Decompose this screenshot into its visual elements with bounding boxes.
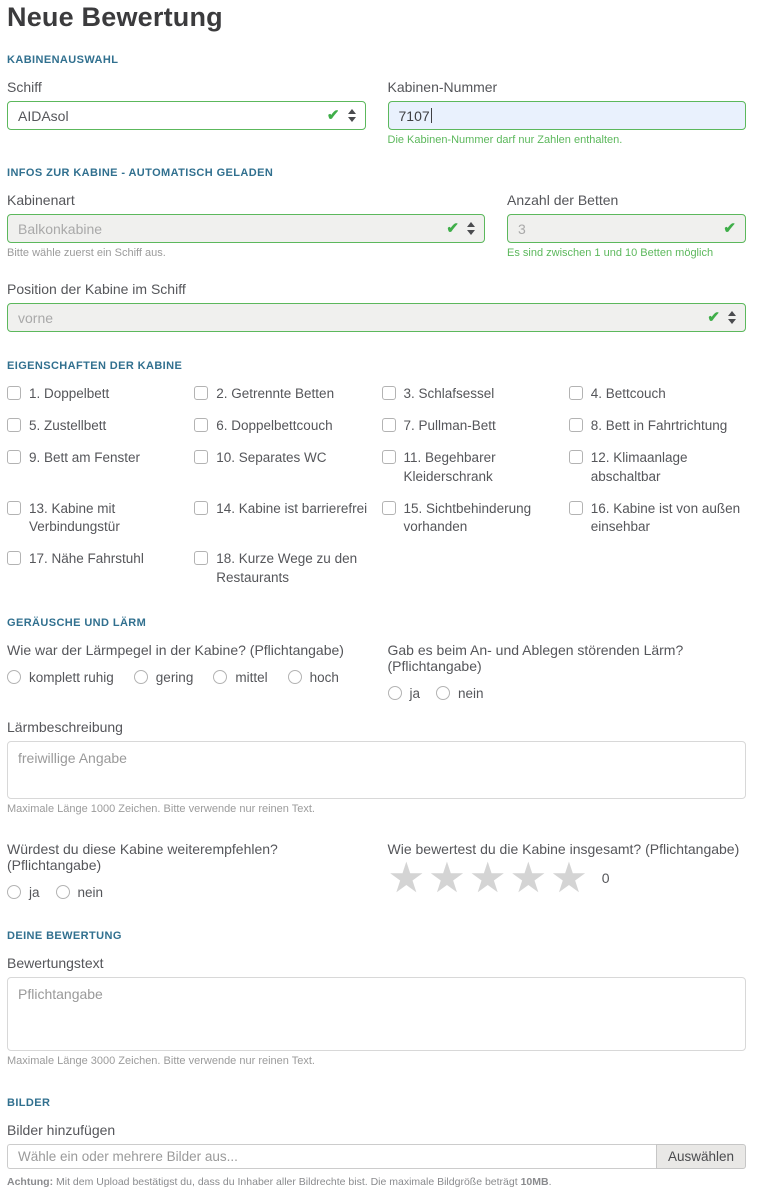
- upload-note-suffix: .: [548, 1175, 552, 1188]
- kabinenauswahl-row: [7, 79, 746, 146]
- laermbeschreibung-hint: Maximale Länge 1000 Zeichen. Bitte verwende nur reinen Text.: [7, 802, 315, 815]
- laermpegel-question-block: [7, 642, 366, 701]
- radio-icon[interactable]: [7, 885, 21, 899]
- bewertungstext-label: Bewertungstext: [7, 954, 104, 971]
- star-rating: [387, 852, 588, 902]
- laermbeschreibung-label: Lärmbeschreibung: [7, 718, 123, 735]
- checkbox-item-2[interactable]: [194, 385, 371, 403]
- upload-note: [7, 1176, 746, 1188]
- betten-input: [507, 214, 746, 243]
- checkbox-item-17[interactable]: [7, 550, 184, 586]
- radio-icon[interactable]: [7, 670, 21, 684]
- checkbox-label: 9. Bett am Fenster: [29, 450, 141, 466]
- checkbox-label: 14. Kabine ist barrierefrei: [216, 500, 368, 516]
- radio-mittel[interactable]: [213, 670, 267, 685]
- weiterempfehlen-question: Würdest du diese Kabine weiterempfehlen? (Pflichtangabe): [7, 840, 278, 873]
- checkbox-item-9[interactable]: [7, 449, 184, 485]
- checkbox[interactable]: [7, 386, 21, 400]
- bilder-label: Bilder hinzufügen: [7, 1121, 116, 1138]
- checkbox[interactable]: [194, 418, 208, 432]
- star-icon[interactable]: ★: [550, 852, 588, 902]
- checkbox-item-15[interactable]: [382, 500, 559, 536]
- section-heading-infos: INFOS ZUR KABINE - AUTOMATISCH GELADEN: [7, 167, 274, 179]
- checkbox-label: 5. Zustellbett: [29, 418, 107, 434]
- schiff-field: [7, 79, 366, 146]
- checkbox[interactable]: [194, 450, 208, 464]
- checkbox-label: 4. Bettcouch: [590, 386, 666, 401]
- radio-label: nein: [77, 884, 104, 900]
- section-heading-laerm: GERÄUSCHE UND LÄRM: [7, 616, 147, 629]
- radio-icon[interactable]: [56, 885, 70, 899]
- checkbox-label: 10. Separates WC: [216, 450, 327, 466]
- bilder-field: [7, 1122, 746, 1188]
- radio-icon[interactable]: [288, 670, 302, 684]
- section-heading-kabinenauswahl: KABINENAUSWAHL: [7, 54, 119, 66]
- checkbox-label: 7. Pullman-Bett: [403, 418, 496, 434]
- radio-label: ja: [409, 685, 421, 701]
- radio-label: hoch: [309, 669, 339, 685]
- radio-label: nein: [458, 685, 484, 701]
- select-stepper-icon: [467, 222, 475, 235]
- file-input[interactable]: [7, 1144, 656, 1169]
- radio-komplett-ruhig[interactable]: [7, 670, 114, 685]
- anlegen-question: Gab es beim An- und Ablegen störenden Lärm? (Pflichtangabe): [387, 641, 684, 674]
- betten-label: Anzahl der Betten: [507, 192, 619, 208]
- checkbox[interactable]: [569, 450, 583, 464]
- checkbox-label: 8. Bett in Fahrtrichtung: [590, 418, 728, 434]
- file-select-button[interactable]: Auswählen: [656, 1144, 746, 1169]
- checkbox-item-10[interactable]: [194, 449, 371, 485]
- page-title: Neue Bewertung: [7, 2, 223, 32]
- empfehlung-row: [7, 841, 746, 900]
- betten-value: 3: [518, 220, 526, 237]
- text-caret: [431, 108, 432, 123]
- bewertungstext-field: [7, 955, 746, 1067]
- check-icon: ✔: [723, 220, 736, 237]
- select-stepper-icon: [348, 109, 356, 122]
- checkbox-item-6[interactable]: [194, 417, 371, 435]
- file-input-placeholder: Wähle ein oder mehrere Bilder aus...: [18, 1148, 238, 1164]
- checkbox[interactable]: [194, 501, 208, 515]
- checkbox-item-1[interactable]: [7, 385, 184, 403]
- star-icon[interactable]: ★: [468, 852, 507, 902]
- radio-weiterempfehlen-nein[interactable]: [56, 885, 104, 900]
- laermbeschreibung-field: [7, 719, 746, 815]
- star-icon[interactable]: ★: [509, 852, 548, 902]
- kabinenart-label: Kabinenart: [7, 192, 75, 208]
- radio-gering[interactable]: [134, 670, 194, 685]
- radio-weiterempfehlen-ja[interactable]: [7, 885, 40, 900]
- schiff-value: AIDAsol: [18, 107, 69, 124]
- section-heading-bewertung: DEINE BEWERTUNG: [7, 929, 122, 942]
- rating-stars-row: [387, 852, 747, 902]
- checkbox-label: 12. Klimaanlage abschaltbar: [590, 450, 688, 484]
- checkbox[interactable]: [7, 551, 21, 565]
- radio-label: komplett ruhig: [29, 669, 114, 685]
- radio-icon[interactable]: [436, 686, 450, 700]
- star-icon[interactable]: ★: [387, 852, 426, 902]
- kabinennummer-field: [388, 79, 747, 146]
- radio-hoch[interactable]: [288, 670, 339, 685]
- checkbox-label: 6. Doppelbettcouch: [216, 418, 333, 434]
- checkbox-label: 15. Sichtbehinderung vorhanden: [403, 500, 532, 535]
- position-value: vorne: [18, 309, 54, 326]
- checkbox-item-7[interactable]: [382, 417, 559, 435]
- kabinennummer-value: 7107: [398, 107, 430, 124]
- checkbox-label: 13. Kabine mit Verbindungstür: [29, 500, 120, 535]
- rating-question: Wie bewertest du die Kabine insgesamt? (Pflichtangabe): [387, 840, 740, 857]
- laermpegel-question: Wie war der Lärmpegel in der Kabine? (Pflichtangabe): [7, 641, 344, 658]
- radio-icon[interactable]: [388, 686, 402, 700]
- checkbox-label: 11. Begehbarer Kleiderschrank: [403, 450, 496, 484]
- checkbox-item-16[interactable]: [569, 500, 746, 536]
- checkbox[interactable]: [382, 450, 396, 464]
- weiterempfehlen-block: [7, 841, 366, 900]
- radio-label: gering: [155, 669, 194, 685]
- section-heading-eigenschaften: EIGENSCHAFTEN DER KABINE: [7, 360, 183, 372]
- checkbox[interactable]: [569, 501, 583, 515]
- kabinenart-hint: Bitte wähle zuerst ein Schiff aus.: [7, 247, 166, 259]
- checkbox-item-14[interactable]: [194, 500, 371, 536]
- checkbox-label: 2. Getrennte Betten: [216, 386, 335, 401]
- checkbox[interactable]: [7, 501, 21, 515]
- kabinennummer-label: Kabinen-Nummer: [387, 79, 498, 95]
- upload-note-prefix: Achtung:: [7, 1175, 54, 1188]
- rating-value: 0: [601, 869, 610, 886]
- checkbox[interactable]: [194, 386, 208, 400]
- checkbox-item-3[interactable]: [382, 385, 559, 403]
- laermpegel-options: [7, 670, 366, 685]
- upload-note-size: 10MB: [520, 1175, 549, 1188]
- checkbox-label: 16. Kabine ist von außen einsehbar: [590, 500, 741, 535]
- betten-field: [507, 192, 746, 259]
- checkbox[interactable]: [7, 418, 21, 432]
- file-upload-group: [7, 1144, 746, 1169]
- check-icon: ✔: [326, 107, 340, 124]
- checkbox-item-4[interactable]: [569, 385, 746, 403]
- checkbox-item-11[interactable]: [382, 449, 559, 485]
- schiff-select[interactable]: [7, 101, 366, 130]
- check-icon: ✔: [446, 220, 459, 237]
- kabinenart-select: [7, 214, 485, 243]
- check-icon: ✔: [707, 309, 720, 326]
- bewertungstext-textarea[interactable]: [7, 977, 746, 1051]
- radio-anlegen-ja[interactable]: [388, 686, 421, 701]
- kabinenart-value: Balkonkabine: [18, 220, 103, 237]
- position-label: Position der Kabine im Schiff: [7, 281, 186, 297]
- upload-note-middle: Mit dem Upload bestätigst du, dass du Inhaber aller Bildrechte bist. Die maximale Bildgröße beträgt: [53, 1175, 521, 1188]
- bewertungstext-hint: Maximale Länge 3000 Zeichen. Bitte verwende nur reinen Text.: [7, 1054, 315, 1067]
- eigenschaften-grid: [7, 385, 746, 587]
- checkbox-item-13[interactable]: [7, 500, 184, 536]
- select-stepper-icon: [728, 311, 736, 324]
- star-icon[interactable]: ★: [428, 852, 466, 902]
- radio-label: ja: [29, 884, 40, 900]
- checkbox-label: 1. Doppelbett: [29, 386, 110, 401]
- betten-hint: Es sind zwischen 1 und 10 Betten möglich: [507, 247, 714, 259]
- checkbox-item-18[interactable]: [194, 550, 371, 586]
- checkbox-item-12[interactable]: [569, 449, 746, 485]
- checkbox[interactable]: [382, 418, 396, 432]
- schiff-label: Schiff: [7, 79, 42, 95]
- radio-icon[interactable]: [213, 670, 227, 684]
- weiterempfehlen-options: [7, 885, 366, 900]
- laermbeschreibung-textarea[interactable]: [7, 741, 746, 799]
- checkbox[interactable]: [569, 418, 583, 432]
- checkbox-item-8[interactable]: [569, 417, 746, 435]
- radio-icon[interactable]: [134, 670, 148, 684]
- position-field: [7, 281, 746, 332]
- checkbox-label: 3. Schlafsessel: [403, 386, 495, 401]
- checkbox-label: 18. Kurze Wege zu den Restaurants: [216, 551, 358, 585]
- laerm-questions-row: [7, 642, 746, 701]
- checkbox-label: 17. Nähe Fahrstuhl: [29, 551, 144, 567]
- checkbox[interactable]: [7, 450, 21, 464]
- radio-label: mittel: [235, 669, 268, 685]
- checkbox[interactable]: [569, 386, 583, 400]
- position-select: [7, 303, 746, 332]
- section-heading-bilder: BILDER: [7, 1096, 51, 1109]
- radio-anlegen-nein[interactable]: [436, 686, 484, 701]
- checkbox-item-5[interactable]: [7, 417, 184, 435]
- anlegen-options: [388, 686, 747, 701]
- kabinennummer-input[interactable]: [388, 101, 747, 130]
- checkbox[interactable]: [382, 386, 396, 400]
- anlegen-question-block: [388, 642, 747, 701]
- checkbox[interactable]: [194, 551, 208, 565]
- kabinennummer-hint: Die Kabinen-Nummer darf nur Zahlen enthalten.: [387, 134, 623, 146]
- infos-row: [7, 192, 746, 259]
- kabinenart-field: [7, 192, 485, 259]
- rating-block: [388, 841, 747, 900]
- checkbox[interactable]: [382, 501, 396, 515]
